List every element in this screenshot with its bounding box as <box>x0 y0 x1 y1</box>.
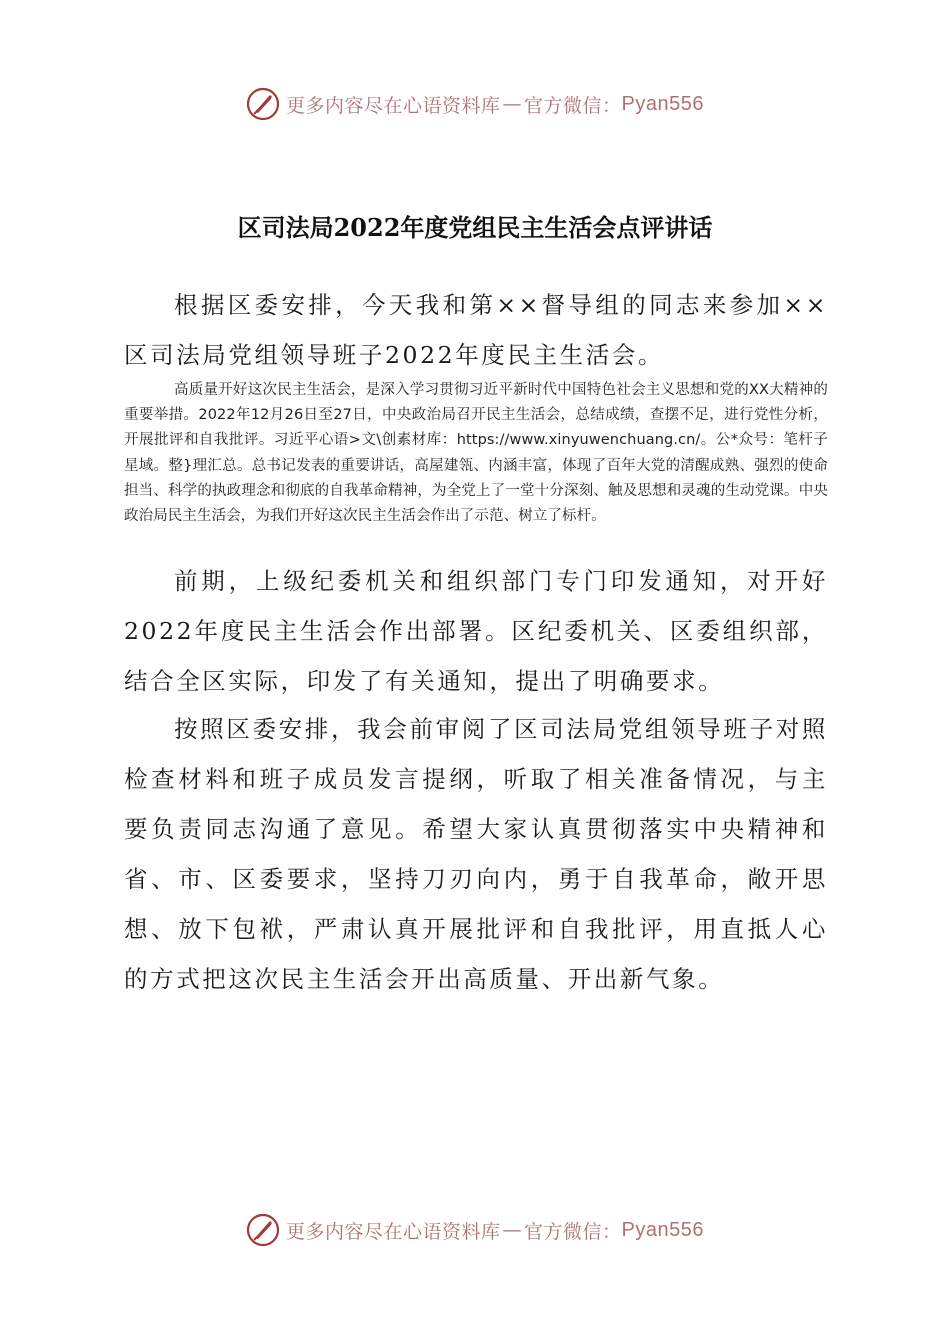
watermark-separator: — <box>502 1219 523 1241</box>
header-watermark <box>0 84 950 124</box>
paragraph-context <box>124 378 828 529</box>
paragraph-intro <box>124 280 828 380</box>
paragraph-text: 根据区委安排，今天我和第××督导组的同志来参加××区司法局党组领导班子2022年度民主生活会。 <box>124 291 828 369</box>
paragraph-text: 高质量开好这次民主生活会，是深入学习贯彻习近平新时代中国特色社会主义思想和党的XX大精神的重要举措。2022年12月26日至27日，中央政治局召开民主生活会，总结成绩，查摆不足，进行党性分析，开展批评和自我批评。习近平心语>文\创素材库：https://www.xinyuwenchuang.cn/。公*众号：笔杆子星域。整}理汇总。总书记发表的重要讲话，高屋建瓴、内涵丰富，体现了百年大党的清醒成熟、强烈的使命担当、科学的执政理念和彻底的自我革命精神，为全党上了一堂十分深刻、触及思想和灵魂的生动党课。中央政治局民主生活会，为我们开好这次民主生活会作出了示范、树立了标杆。 <box>124 382 828 525</box>
quill-pen-icon <box>246 87 280 121</box>
document-title: 区司法局2022年度党组民主生活会点评讲话 <box>237 213 713 242</box>
paragraph-preparation <box>124 556 828 706</box>
footer-watermark <box>0 1210 950 1250</box>
watermark-wechat-label: 官方微信： <box>524 94 622 117</box>
watermark-brand-text: 更多内容尽在心语资料库 <box>286 1220 501 1243</box>
watermark-separator: — <box>502 93 523 115</box>
watermark-wechat-id: Pyan556 <box>621 92 704 115</box>
watermark-wechat-label: 官方微信： <box>524 1220 622 1243</box>
paragraph-text: 按照区委安排，我会前审阅了区司法局党组领导班子对照检查材料和班子成员发言提纲，听取了相关准备情况，与主要负责同志沟通了意见。希望大家认真贯彻落实中央精神和省、市、区委要求，坚持刀刃向内，勇于自我革命，敞开思想、放下包袱，严肃认真开展批评和自我批评，用直抵人心的方式把这次民主生活会开出高质量、开出新气象。 <box>124 715 828 993</box>
watermark-brand-text: 更多内容尽在心语资料库 <box>286 94 501 117</box>
paragraph-text: 前期，上级纪委机关和组织部门专门印发通知，对开好2022年度民主生活会作出部署。区纪委机关、区委组织部，结合全区实际，印发了有关通知，提出了明确要求。 <box>124 567 828 695</box>
watermark-wechat-id: Pyan556 <box>621 1218 704 1241</box>
paragraph-requirements <box>124 704 828 1004</box>
quill-pen-icon <box>246 1213 280 1247</box>
